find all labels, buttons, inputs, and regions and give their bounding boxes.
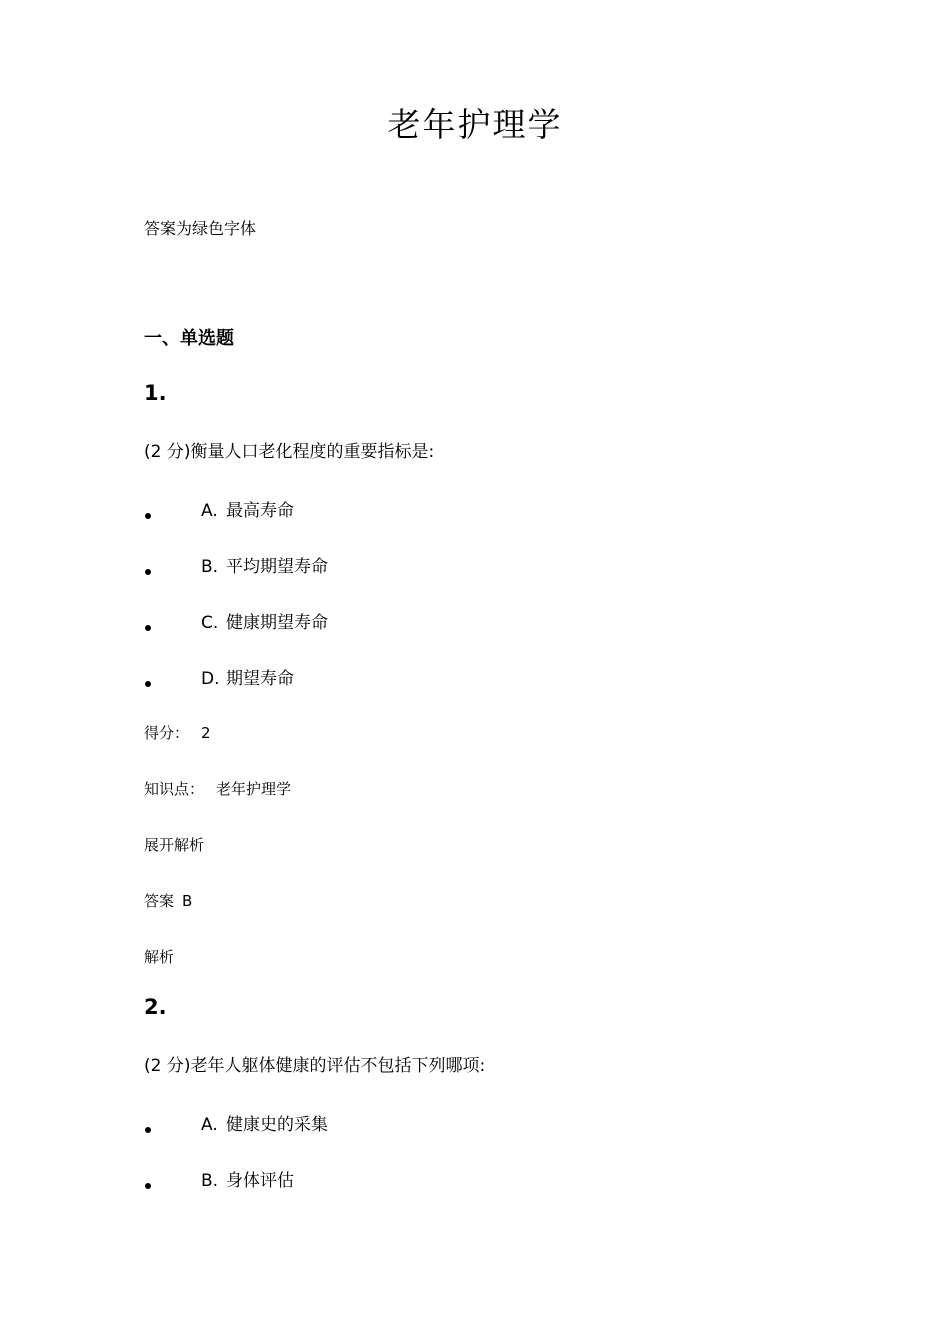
score-line xyxy=(144,726,211,741)
knowledge-line xyxy=(144,782,291,797)
section-heading: 一、单选题 xyxy=(144,328,234,349)
option-a[interactable] xyxy=(201,1117,328,1134)
option-letter: A. xyxy=(201,1115,218,1135)
option-b[interactable] xyxy=(201,1173,294,1190)
option-letter: C. xyxy=(201,613,219,633)
bullet-icon xyxy=(145,1183,151,1189)
option-letter: B. xyxy=(201,557,219,577)
analysis-label: 解析 xyxy=(144,948,175,966)
document-title: 老年护理学 xyxy=(387,105,563,144)
bullet-icon xyxy=(145,681,151,687)
option-text: 最高寿命 xyxy=(226,501,294,521)
answer-value: B xyxy=(182,892,193,910)
option-letter: B. xyxy=(201,1171,219,1191)
bullet-icon xyxy=(145,1127,151,1133)
option-b[interactable] xyxy=(201,559,328,576)
option-text: 期望寿命 xyxy=(226,669,294,689)
option-text: 健康期望寿命 xyxy=(226,613,328,633)
answer-label: 答案 xyxy=(144,892,175,910)
bullet-icon xyxy=(145,625,151,631)
expand-analysis-link[interactable]: 展开解析 xyxy=(144,836,205,854)
option-text: 身体评估 xyxy=(226,1171,294,1191)
bullet-icon xyxy=(145,569,151,575)
knowledge-value: 老年护理学 xyxy=(216,780,292,798)
score-value: 2 xyxy=(201,724,211,742)
score-label: 得分： xyxy=(144,724,190,742)
option-text: 健康史的采集 xyxy=(226,1115,328,1135)
option-d[interactable] xyxy=(201,671,294,688)
option-letter: A. xyxy=(201,501,218,521)
question-text: (2 分)衡量人口老化程度的重要指标是: xyxy=(144,442,435,462)
question-number: 2. xyxy=(144,995,167,1019)
option-c[interactable] xyxy=(201,615,328,632)
option-a[interactable] xyxy=(201,503,294,520)
option-text: 平均期望寿命 xyxy=(226,557,328,577)
answer-line xyxy=(144,894,192,909)
answer-color-note: 答案为绿色字体 xyxy=(144,219,257,238)
question-text: (2 分)老年人躯体健康的评估不包括下列哪项: xyxy=(144,1056,486,1076)
option-letter: D. xyxy=(201,669,220,689)
knowledge-label: 知识点： xyxy=(144,780,205,798)
bullet-icon xyxy=(145,513,151,519)
question-number: 1. xyxy=(144,381,167,405)
